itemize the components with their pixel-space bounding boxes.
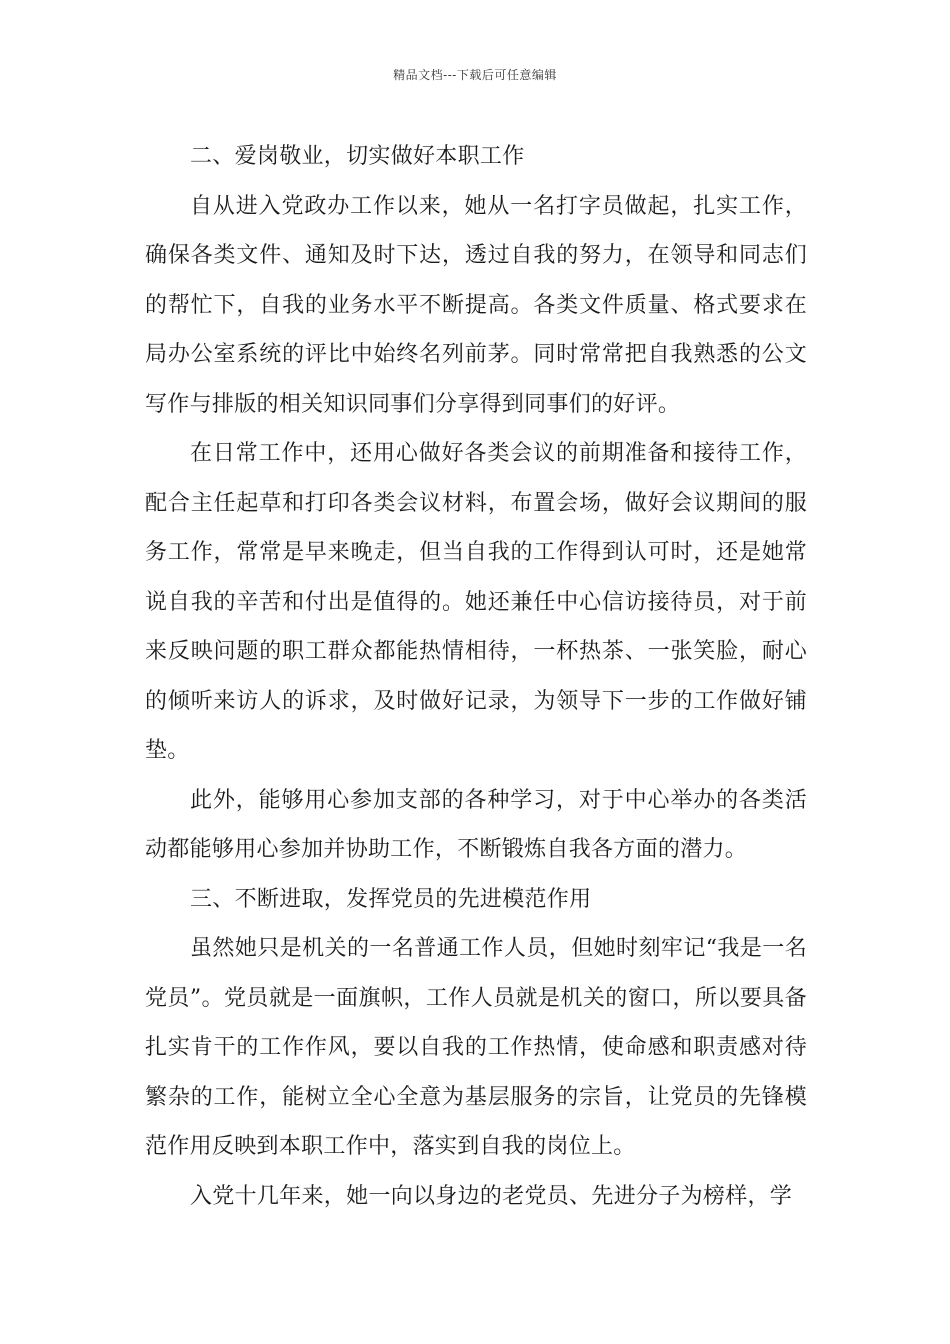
paragraph-1: 自从进入党政办工作以来，她从一名打字员做起，扎实工作，确保各类文件、通知及时下达，透过自我的努力，在领导和同志们的帮忙下，自我的业务水平不断提高。各类文件质量、格式要求在局办公室系统的评比中始终名列前茅。同时常常把自我熟悉的公文写作与排版的相关知识同事们分享得到同事们的好评。	[145, 193, 807, 417]
paragraph-4: 虽然她只是机关的一名普通工作人员，但她时刻牢记“我是一名党员”。党员就是一面旗帜，工作人员就是机关的窗口，所以要具备扎实肯干的工作作风，要以自我的工作热情，使命感和职责感对待繁杂的工作，能树立全心全意为基层服务的宗旨，让党员的先锋模范作用反映到本职工作中，落实到自我的岗位上。	[145, 936, 807, 1159]
section-heading-2: 二、爱岗敬业，切实做好本职工作	[190, 144, 525, 169]
paragraph-2: 在日常工作中，还用心做好各类会议的前期准备和接待工作，配合主任起草和打印各类会议材料，布置会场，做好会议期间的服务工作，常常是早来晚走，但当自我的工作得到认可时，还是她常说自我的辛苦和付出是值得的。她还兼任中心信访接待员，对于前来反映问题的职工群众都能热情相待，一杯热茶、一张笑脸，耐心的倾听来访人的诉求，及时做好记录，为领导下一步的工作做好铺垫。	[145, 441, 807, 763]
document-body	[145, 132, 807, 1221]
paragraph-5: 入党十几年来，她一向以身边的老党员、先进分子为榜样，学	[190, 1183, 793, 1209]
paragraph-3: 此外，能够用心参加支部的各种学习，对于中心举办的各类活动都能够用心参加并协助工作，不断锻炼自我各方面的潜力。	[145, 787, 807, 862]
section-heading-3: 三、不断进取，发挥党员的先进模范作用	[190, 886, 592, 912]
page-header: 精品文档---下载后可任意编辑	[393, 68, 557, 82]
